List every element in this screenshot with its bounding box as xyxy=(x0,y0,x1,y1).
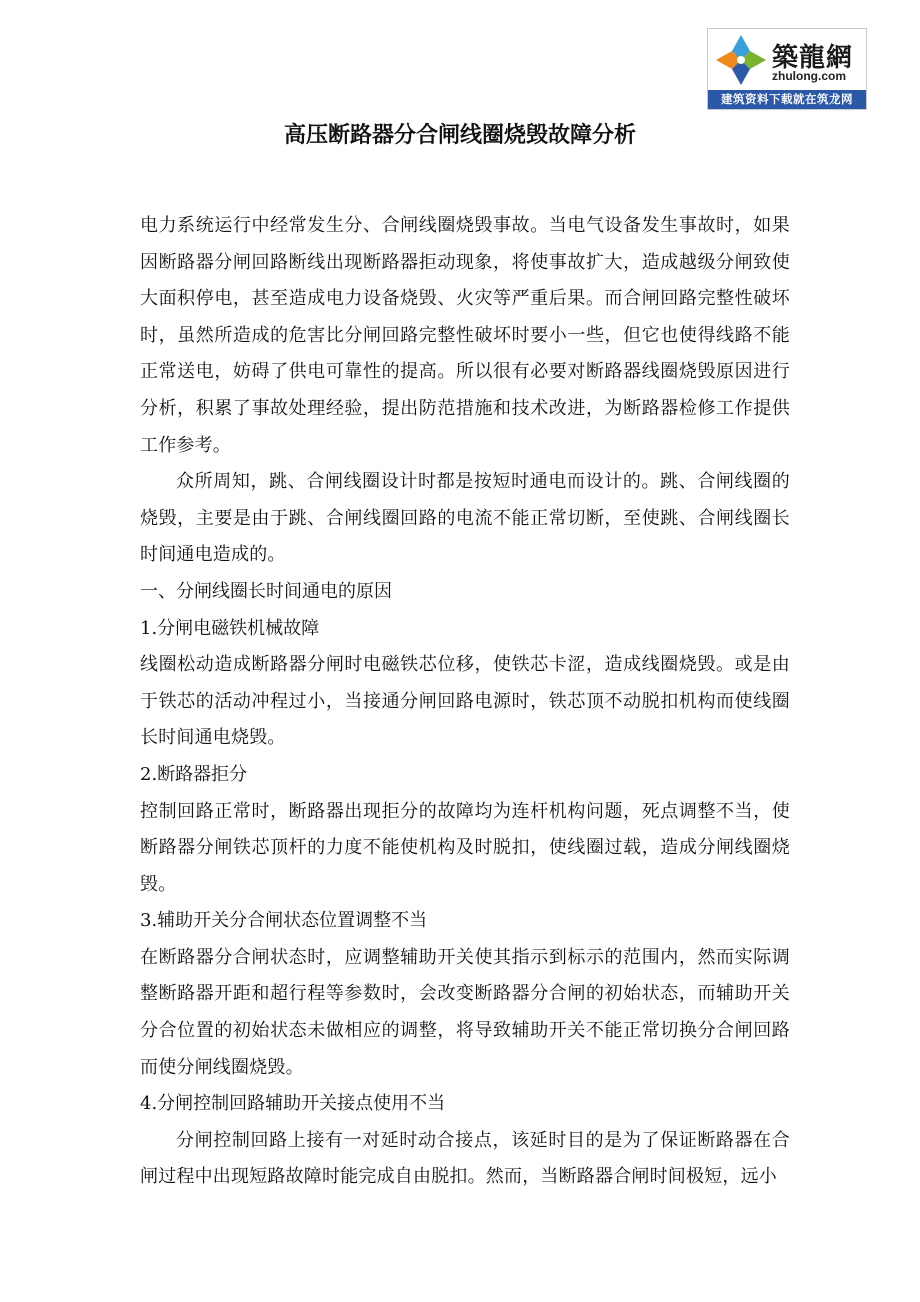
subheading-3: 3.辅助开关分合闸状态位置调整不当 xyxy=(140,910,428,932)
paragraph-3: 在断路器分合闸状态时，应调整辅助开关使其指示到标示的范围内，然而实际调整断路器开距和超行程等参数时，会改变断路器分合闸的初始状态，而辅助开关分合位置的初始状态未做相应的调整，将导致辅助开关不能正常切换分合闸回路而使分闸线圈烧毁。 xyxy=(140,946,790,1078)
section-heading-1: 一、分闸线圈长时间通电的原因 xyxy=(140,580,392,602)
logo-domain: zhulong.com xyxy=(772,69,846,83)
subheading-4: 4.分闸控制回路辅助开关接点使用不当 xyxy=(140,1093,446,1115)
logo-name-cn: 築龍網 xyxy=(772,43,854,73)
subheading-1: 1.分闸电磁铁机械故障 xyxy=(140,617,320,639)
subheading-2: 2.断路器拒分 xyxy=(140,763,248,785)
logo-banner: 建筑资料下载就在筑龙网 xyxy=(708,90,866,109)
paragraph-2: 控制回路正常时，断路器出现拒分的故障均为连杆机构问题，死点调整不当，使断路器分闸铁芯顶杆的力度不能使机构及时脱扣，使线圈过载，造成分闸线圈烧毁。 xyxy=(140,800,790,895)
zhulong-logo xyxy=(707,28,867,110)
page-title: 高压断路器分合闸线圈烧毁故障分析 xyxy=(283,123,636,148)
overview-paragraph: 众所周知，跳、合闸线圈设计时都是按短时通电而设计的。跳、合闸线圈的烧毁，主要是由于跳、合闸线圈回路的电流不能正常切断，至使跳、合闸线圈长时间通电造成的。 xyxy=(140,471,790,566)
paragraph-4: 分闸控制回路上接有一对延时动合接点，该延时目的是为了保证断路器在合闸过程中出现短路故障时能完成自由脱扣。然而，当断路器合闸时间极短，远小 xyxy=(140,1129,790,1188)
paragraph-1: 线圈松动造成断路器分闸时电磁铁芯位移，使铁芯卡涩，造成线圈烧毁。或是由于铁芯的活动冲程过小，当接通分闸回路电源时，铁芯顶不动脱扣机构而使线圈长时间通电烧毁。 xyxy=(140,654,790,749)
zhulong-pinwheel-icon xyxy=(714,33,768,87)
document-body xyxy=(140,208,790,1196)
intro-paragraph: 电力系统运行中经常发生分、合闸线圈烧毁事故。当电气设备发生事故时，如果因断路器分闸回路断线出现断路器拒动现象，将使事故扩大，造成越级分闸致使大面积停电，甚至造成电力设备烧毁、火灾等严重后果。而合闸回路完整性破坏时，虽然所造成的危害比分闸回路完整性破坏时要小一些，但它也使得线路不能正常送电，妨碍了供电可靠性的提高。所以很有必要对断路器线圈烧毁原因进行分析，积累了事故处理经验，提出防范措施和技术改进，为断路器检修工作提供工作参考。 xyxy=(140,215,790,456)
